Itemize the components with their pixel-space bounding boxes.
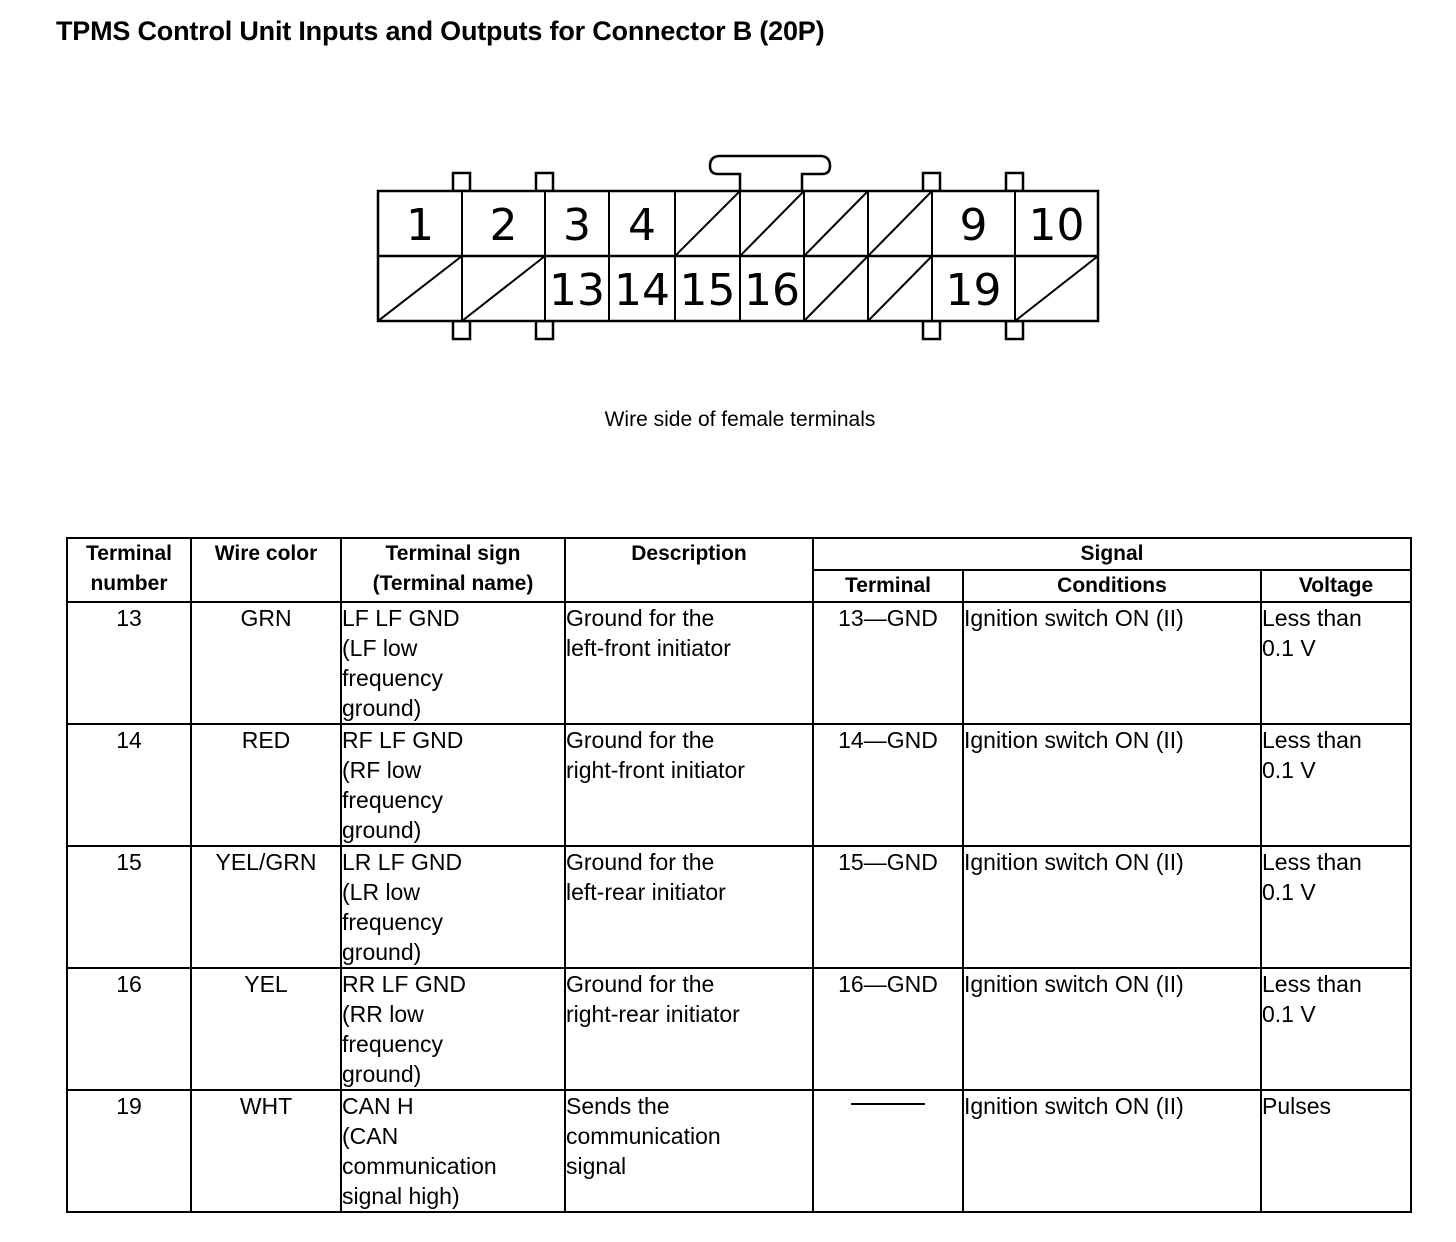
description-cell: Ground for the right-front initiator bbox=[565, 724, 813, 846]
terminal-number-cell: 16 bbox=[67, 968, 191, 1090]
terminal-cell-label: 2 bbox=[489, 200, 518, 251]
terminal-number-cell: 19 bbox=[67, 1090, 191, 1212]
terminal-sign-cell: RR LF GND (RR low frequency ground) bbox=[341, 968, 565, 1090]
conditions-cell: Ignition switch ON (II) bbox=[963, 1090, 1261, 1212]
connector-diagram bbox=[0, 0, 1456, 400]
conditions-cell: Ignition switch ON (II) bbox=[963, 724, 1261, 846]
dash-mark bbox=[851, 1103, 925, 1105]
terminal-cell-label: 1 bbox=[406, 200, 434, 251]
table-row bbox=[67, 846, 1411, 968]
description-cell: Ground for the left-front initiator bbox=[565, 602, 813, 724]
wire-color-cell: WHT bbox=[191, 1090, 341, 1212]
wire-color-cell: GRN bbox=[191, 602, 341, 724]
terminal-cell-label: 10 bbox=[1028, 200, 1085, 251]
terminal-cell-label: 16 bbox=[744, 265, 800, 316]
header-terminal-sign: Terminal sign (Terminal name) bbox=[341, 538, 565, 602]
wire-color-cell: RED bbox=[191, 724, 341, 846]
signal-terminal-cell bbox=[813, 1090, 963, 1212]
io-table bbox=[66, 537, 1412, 1213]
signal-terminal-cell: 16—GND bbox=[813, 968, 963, 1090]
table-row bbox=[67, 724, 1411, 846]
signal-terminal-cell: 14—GND bbox=[813, 724, 963, 846]
terminal-sign-cell: RF LF GND (RF low frequency ground) bbox=[341, 724, 565, 846]
terminal-cell-label: 14 bbox=[614, 265, 670, 316]
description-cell: Ground for the left-rear initiator bbox=[565, 846, 813, 968]
header-wire-color: Wire color bbox=[191, 538, 341, 602]
terminal-sign-cell: CAN H (CAN communication signal high) bbox=[341, 1090, 565, 1212]
terminal-sign-cell: LR LF GND (LR low frequency ground) bbox=[341, 846, 565, 968]
table-row bbox=[67, 968, 1411, 1090]
signal-terminal-cell: 15—GND bbox=[813, 846, 963, 968]
terminal-number-cell: 14 bbox=[67, 724, 191, 846]
terminal-number-cell: 13 bbox=[67, 602, 191, 724]
header-signal-conditions: Conditions bbox=[963, 570, 1261, 602]
conditions-cell: Ignition switch ON (II) bbox=[963, 846, 1261, 968]
terminal-cell-label: 19 bbox=[945, 265, 1002, 316]
terminal-cell-label: 9 bbox=[959, 200, 988, 251]
wire-color-cell: YEL/GRN bbox=[191, 846, 341, 968]
wire-color-cell: YEL bbox=[191, 968, 341, 1090]
terminal-cell-label: 3 bbox=[563, 200, 591, 251]
voltage-cell: Less than 0.1 V bbox=[1261, 602, 1411, 724]
header-signal: Signal bbox=[813, 538, 1411, 570]
header-description: Description bbox=[565, 538, 813, 602]
voltage-cell: Less than 0.1 V bbox=[1261, 968, 1411, 1090]
terminal-cell-label: 13 bbox=[549, 265, 605, 316]
conditions-cell: Ignition switch ON (II) bbox=[963, 968, 1261, 1090]
terminal-cell-label: 4 bbox=[628, 200, 656, 251]
header-signal-terminal: Terminal bbox=[813, 570, 963, 602]
header-signal-voltage: Voltage bbox=[1261, 570, 1411, 602]
table-row bbox=[67, 602, 1411, 724]
signal-terminal-cell: 13—GND bbox=[813, 602, 963, 724]
description-cell: Ground for the right-rear initiator bbox=[565, 968, 813, 1090]
connector-caption: Wire side of female terminals bbox=[604, 408, 876, 431]
page-title: TPMS Control Unit Inputs and Outputs for Connector B (20P) bbox=[56, 16, 825, 46]
terminal-cell-label: 15 bbox=[679, 265, 736, 316]
terminal-sign-cell: LF LF GND (LF low frequency ground) bbox=[341, 602, 565, 724]
voltage-cell: Pulses bbox=[1261, 1090, 1411, 1212]
header-terminal-number: Terminal number bbox=[67, 538, 191, 602]
table-row bbox=[67, 1090, 1411, 1212]
conditions-cell: Ignition switch ON (II) bbox=[963, 602, 1261, 724]
terminal-number-cell: 15 bbox=[67, 846, 191, 968]
description-cell: Sends the communication signal bbox=[565, 1090, 813, 1212]
voltage-cell: Less than 0.1 V bbox=[1261, 724, 1411, 846]
voltage-cell: Less than 0.1 V bbox=[1261, 846, 1411, 968]
